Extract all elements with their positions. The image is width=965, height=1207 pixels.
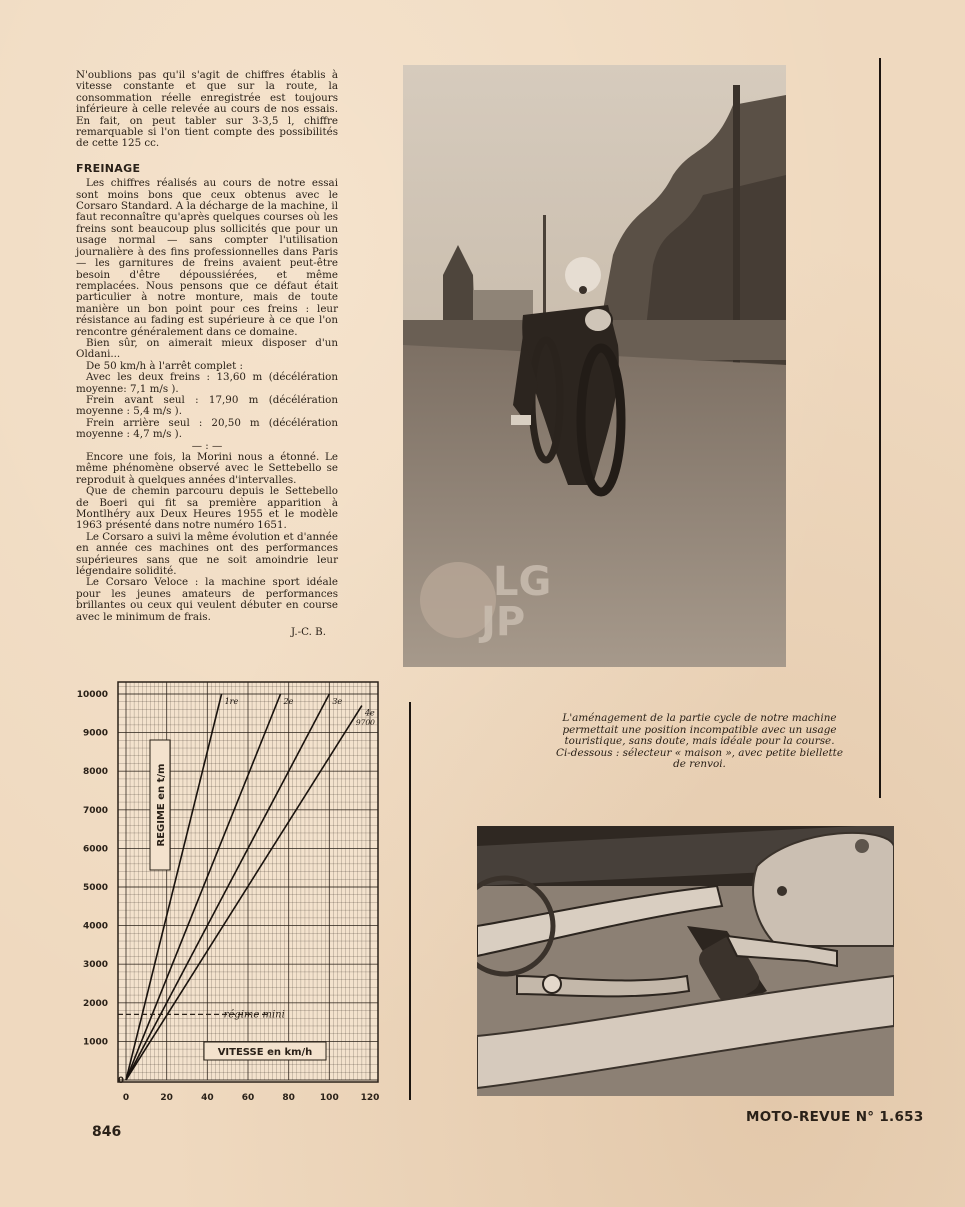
y-tick-label: 0: [117, 1076, 124, 1086]
article-paragraph: Bien sûr, on aimerait mieux disposer d'un Oldani...: [76, 336, 338, 361]
y-tick-label: 5000: [82, 883, 108, 893]
x-tick-label: 100: [319, 1093, 339, 1100]
x-tick-label: 60: [241, 1093, 255, 1100]
article-paragraph: De 50 km/h à l'arrêt complet :: [86, 359, 243, 372]
x-tick-label: 40: [201, 1093, 214, 1100]
article-paragraph: Que de chemin parcouru depuis le Settebello de Boeri qui fit sa première apparition à Montlhéry aux Deux Heures 1955 et le modèle 1963 présenté dans notre numéro 1651.: [76, 485, 338, 532]
gear-label: 2e: [283, 697, 294, 706]
motorcycle-photo: [403, 65, 786, 667]
gear-ratio-chart: [70, 680, 390, 1100]
page-number: 846: [92, 1124, 122, 1140]
chart-x-ticks: [123, 1093, 380, 1100]
rpm-annotation: 9700: [355, 717, 375, 727]
x-axis-label-text: VITESSE en km/h: [217, 1047, 313, 1058]
x-axis-label: [204, 1042, 326, 1060]
y-tick-label: 10000: [76, 690, 108, 700]
article-paragraph: Avec les deux freins : 13,60 m (décélération moyenne: 7,1 m/s ).: [76, 371, 338, 395]
photo-caption: [548, 713, 851, 771]
gear-selector-photo: [477, 826, 894, 1096]
magazine-issue: MOTO-REVUE N° 1.653: [746, 1109, 924, 1125]
chart-y-ticks: [77, 690, 124, 1086]
article-column: [76, 70, 338, 639]
x-tick-label: 80: [282, 1093, 295, 1100]
y-tick-label: 8000: [82, 767, 108, 778]
column-rule-right: [879, 58, 881, 798]
article-paragraph: Encore une fois, la Morini nous a étonné. Le même phénomène observé avec le Settebello se reproduit à quelques années d'intervalles.: [76, 451, 338, 486]
y-tick-label: 3000: [82, 960, 108, 971]
x-tick-label: 20: [160, 1093, 173, 1100]
y-axis-label: [150, 740, 170, 870]
x-tick-label: 120: [360, 1093, 380, 1100]
y-tick-label: 9000: [82, 728, 108, 739]
y-axis-label-text: REGIME en t/m: [156, 763, 167, 847]
article-paragraph: Le Corsaro Veloce : la machine sport idéale pour les jeunes amateurs de performances brillantes ou ceux qui veulent débuter en course avec le minimum de frais.: [76, 576, 338, 623]
gear-label: 1re: [224, 697, 239, 706]
y-tick-label: 6000: [82, 844, 108, 855]
gear-label: 3e: [332, 697, 343, 706]
y-tick-label: 4000: [82, 921, 108, 932]
article-paragraph: Les chiffres réalisés au cours de notre essai sont moins bons que ceux obtenus avec le Corsaro Standard. A la décharge de la machine, il faut reconnaître qu'après quelques courses où les freins sont beaucoup plus sollicités que pour un usage normal — sans compter l'utilisation journalière à des fins professionnelles dans Paris — les garnitures de freins avaient peut-être besoin d'être dépoussiérées, et même remplacées. Nous pensons que ce défaut était particulier à notre monture, mais de toute manière un bon point pour ces freins : leur résistance au fading est supérieure à ce que l'on rencontre généralement dans ce domaine.: [76, 177, 338, 338]
article-paragraph: Frein arrière seul : 20,50 m (décélération moyenne : 4,7 m/s ).: [76, 416, 338, 441]
caption-line-2: Ci-dessous : sélecteur « maison », avec petite biellette de renvoi.: [556, 746, 843, 770]
y-tick-label: 7000: [82, 805, 108, 816]
watermark-text-bottom: JP: [481, 599, 526, 645]
author-signature: J.-C. B.: [291, 626, 326, 639]
regime-mini-label: régime mini: [223, 1009, 285, 1021]
y-tick-label: 2000: [82, 998, 108, 1009]
section-heading: FREINAGE: [76, 161, 141, 175]
article-paragraph: Le Corsaro a suivi la même évolution et d'année en année ces machines ont des performances supérieures sans que ne soit amoindrie leur légendaire solidité.: [76, 530, 338, 578]
article-intro: N'oublions pas qu'il s'agit de chiffres établis à vitesse constante et que sur la route, la consommation réelle enregistrée est toujours inférieure à celle relevée au cours de nos essais. En fait, on peut tabler sur 3-3,5 l, chiffre remarquable si l'on tient compte des possibilités de cette 125 cc.: [76, 69, 338, 150]
column-rule-middle: [409, 702, 411, 1100]
caption-line-1: L'aménagement de la partie cycle de notre machine permettait une position incompatible avec un usage touristique, sans doute, mais idéale pour la course.: [562, 712, 837, 747]
gear-label: 4e: [364, 708, 375, 718]
y-tick-label: 1000: [82, 1037, 108, 1048]
separator: — : —: [191, 439, 223, 452]
watermark-text-top: LG: [493, 559, 552, 605]
x-tick-label: 0: [122, 1093, 130, 1100]
article-paragraph: Frein avant seul : 17,90 m (décélération moyenne : 5,4 m/s ).: [76, 393, 338, 418]
